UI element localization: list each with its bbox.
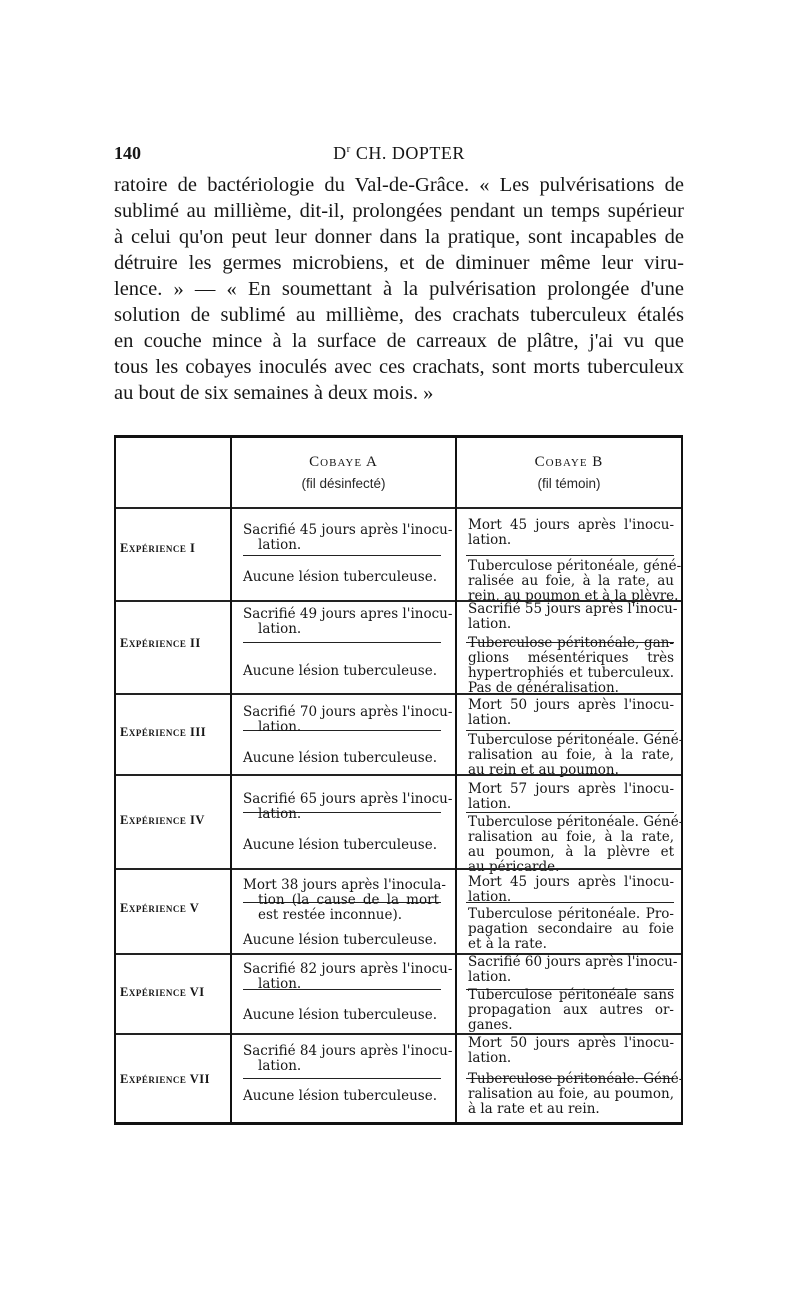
cobaye-a-lesion — [243, 1089, 439, 1104]
cell-line: à la rate et au rein. — [468, 1101, 600, 1117]
cell-separator-a — [243, 1078, 441, 1079]
cell-line: ralisation au foie, au poumon, — [468, 1086, 674, 1102]
cell-line: Pas de généralisation. — [468, 680, 619, 696]
cell-line: propagation aux autres or- — [468, 1002, 674, 1018]
row-separator-a — [232, 953, 455, 955]
row-separator-label — [116, 600, 230, 602]
column-b-subtitle: (fil témoin) — [537, 476, 601, 491]
cell-line: et à la rate. — [468, 936, 547, 952]
row-separator-label — [116, 1033, 230, 1035]
cell-line: ralisation au foie, à la rate, — [468, 829, 674, 845]
cobaye-a-outcome — [243, 961, 453, 992]
row-separator-label — [116, 693, 230, 695]
column-a-title: Cobaye A — [309, 454, 378, 470]
author-name: CH. DOPTER — [355, 143, 465, 163]
table-right-rule — [681, 435, 683, 1125]
cell-separator-a — [243, 642, 441, 643]
cell-line: Tuberculose péritonéale, gan- — [468, 635, 674, 651]
cobaye-b-outcome — [468, 875, 674, 905]
experiment-table — [114, 435, 683, 1125]
cell-line: Aucune lésion tuberculeuse. — [243, 1088, 438, 1104]
cobaye-a-lesion — [243, 664, 439, 679]
table-left-rule — [114, 435, 116, 1125]
body-paragraph — [114, 172, 684, 406]
column-b-title: Cobaye B — [534, 454, 604, 470]
cell-line: Aucune lésion tuberculeuse. — [243, 837, 438, 853]
table-bottom-rule — [114, 1122, 683, 1125]
row-separator-a — [232, 507, 455, 509]
cobaye-b-outcome — [468, 782, 674, 812]
row-separator-label — [116, 868, 230, 870]
cell-line: est restée inconnue). — [258, 907, 403, 923]
cell-line: ralisée au foie, à la rate, au — [468, 573, 674, 589]
cobaye-a-outcome — [243, 877, 446, 923]
cell-separator-b — [466, 812, 674, 813]
cell-separator-a — [243, 555, 441, 556]
cobaye-a-lesion — [243, 751, 439, 766]
author-prefix: D — [333, 143, 347, 163]
experiment-label: Expérience V — [120, 901, 200, 915]
cell-line: lation. — [468, 712, 512, 728]
cell-line: Tuberculose péritonéale, géné- — [468, 558, 682, 574]
cell-line: ganes. — [468, 1017, 513, 1033]
cobaye-b-lesion — [468, 558, 682, 604]
paragraph-line: en couche mince à la surface de carreaux de plâtre, j'ai vu que — [114, 330, 684, 352]
paragraph-line: ratoire de bactériologie du Val-de-Grâce. « Les pulvérisations de — [114, 174, 684, 196]
cell-line: Tuberculose péritonéale. Pro- — [468, 906, 674, 922]
row-separator-b — [457, 693, 681, 695]
cell-separator-b — [466, 555, 674, 556]
cell-line: lation. — [468, 889, 512, 905]
cobaye-a-outcome — [243, 522, 453, 553]
cell-line: lation. — [258, 719, 302, 735]
cobaye-b-outcome — [468, 698, 674, 728]
cell-line: Aucune lésion tuberculeuse. — [243, 1007, 438, 1023]
author-sup: r — [346, 143, 351, 155]
cell-line: au rein et au poumon. — [468, 762, 619, 778]
cell-separator-b — [466, 730, 674, 731]
cell-line: Sacrifié 45 jours après l'inocu- — [243, 522, 453, 538]
cell-line: Aucune lésion tuberculeuse. — [243, 932, 438, 948]
cobaye-a-outcome — [243, 606, 453, 637]
cobaye-b-lesion — [468, 1071, 684, 1117]
cell-line: Tuberculose péritonéale. Géné- — [468, 1071, 684, 1087]
cell-line: Aucune lésion tuberculeuse. — [243, 663, 438, 679]
cobaye-b-lesion — [468, 636, 674, 696]
cell-line: lation. — [468, 532, 512, 548]
row-separator-b — [457, 868, 681, 870]
paragraph-line: à celui qu'on peut leur donner dans la pratique, sont incapables de — [114, 226, 684, 248]
cell-line: Sacrifié 60 jours après l'inocu- — [468, 954, 678, 970]
row-separator-b — [457, 774, 681, 776]
cobaye-b-outcome — [468, 518, 674, 548]
table-top-rule — [114, 435, 683, 438]
cell-line: Mort 50 jours après l'inocu- — [468, 697, 674, 713]
column-header-b — [457, 452, 681, 494]
cobaye-a-lesion — [243, 838, 439, 853]
row-separator-a — [232, 1033, 455, 1035]
row-separator-label — [116, 774, 230, 776]
experiment-label: Expérience IV — [120, 813, 205, 827]
cell-line: Mort 57 jours après l'inocu- — [468, 781, 674, 797]
cell-line: Tuberculose péritonéale. Géné- — [468, 732, 684, 748]
experiment-label: Expérience III — [120, 725, 207, 739]
row-separator-a — [232, 600, 455, 602]
cell-line: lation. — [468, 1050, 512, 1066]
cobaye-a-lesion — [243, 570, 439, 585]
paragraph-line: au bout de six semaines à deux mois. » — [114, 382, 434, 404]
cell-line: lation. — [258, 621, 302, 637]
experiment-label: Expérience I — [120, 541, 196, 555]
cell-line: lation. — [258, 806, 302, 822]
experiment-label: Expérience VI — [120, 985, 205, 999]
row-separator-a — [232, 868, 455, 870]
cell-line: Aucune lésion tuberculeuse. — [243, 569, 438, 585]
cell-line: ralisation au foie, à la rate, — [468, 747, 674, 763]
row-separator-a — [232, 774, 455, 776]
paragraph-line: sublimé au millième, dit-il, prolongées pendant un temps supérieur — [114, 200, 684, 222]
cobaye-a-outcome — [243, 1043, 453, 1074]
cobaye-b-lesion — [468, 988, 674, 1033]
cell-line: Sacrifié 55 jours après l'inocu- — [468, 601, 678, 617]
table-divider-1 — [230, 435, 232, 1125]
cobaye-a-lesion — [243, 1008, 439, 1023]
cell-line: Mort 45 jours après l'inocu- — [468, 517, 674, 533]
running-header — [114, 143, 684, 169]
cobaye-b-lesion — [468, 907, 674, 952]
cell-line: glions mésentériques très — [468, 650, 674, 666]
cell-line: Sacrifié 82 jours après l'inocu- — [243, 961, 453, 977]
cell-line: Tuberculose péritonéale. Géné- — [468, 814, 684, 830]
cell-line: Sacrifié 65 jours après l'inocu- — [243, 791, 453, 807]
cell-line: Sacrifié 84 jours après l'inocu- — [243, 1043, 453, 1059]
cell-line: lation. — [468, 616, 512, 632]
cell-line: Mort 38 jours après l'inocula- — [243, 877, 446, 893]
paragraph-line: lence. » — « En soumettant à la pulvérisation prolongée d'une — [114, 278, 684, 300]
paragraph-line: solution de sublimé au millième, des crachats tuberculeux étalés — [114, 304, 684, 326]
page-number: 140 — [114, 143, 141, 163]
paragraph-line: tous les cobayes inoculés avec ces crachats, sont morts tuberculeux — [114, 356, 684, 378]
cobaye-a-lesion — [243, 933, 439, 948]
cell-line: Sacrifié 49 jours apres l'inocu- — [243, 606, 453, 622]
row-separator-label — [116, 953, 230, 955]
cell-line: tion (la cause de la mort — [258, 892, 439, 908]
row-separator-b — [457, 507, 681, 509]
experiment-label: Expérience II — [120, 636, 201, 650]
column-header-a — [232, 452, 455, 494]
paragraph-line: détruire les germes microbiens, et de diminuer même leur viru- — [114, 252, 684, 274]
cell-line: au péricarde. — [468, 859, 560, 875]
cobaye-a-outcome — [243, 791, 453, 822]
cobaye-b-lesion — [468, 732, 684, 778]
cell-line: lation. — [468, 969, 512, 985]
table-divider-2 — [455, 435, 457, 1125]
cell-line: Sacrifié 70 jours après l'inocu- — [243, 704, 453, 720]
running-head-author — [114, 143, 684, 164]
row-separator-a — [232, 693, 455, 695]
cell-line: Aucune lésion tuberculeuse. — [243, 750, 438, 766]
cell-line: rein, au poumon et à la plèvre. — [468, 588, 679, 604]
cell-line: Mort 45 jours après l'inocu- — [468, 874, 674, 890]
cell-line: lation. — [258, 537, 302, 553]
cell-line: pagation secondaire au foie — [468, 921, 674, 937]
cell-line: au poumon, à la plèvre et — [468, 844, 674, 860]
cobaye-b-outcome — [468, 954, 678, 985]
cell-line: Mort 50 jours après l'inocu- — [468, 1035, 674, 1051]
cell-line: hypertrophiés et tuberculeux. — [468, 665, 674, 681]
row-separator-label — [116, 507, 230, 509]
cell-line: lation. — [468, 796, 512, 812]
cobaye-b-outcome — [468, 1036, 674, 1066]
cobaye-b-outcome — [468, 601, 678, 632]
cobaye-a-outcome — [243, 704, 453, 735]
cobaye-b-lesion — [468, 814, 684, 875]
experiment-label: Expérience VII — [120, 1072, 210, 1086]
cell-line: lation. — [258, 976, 302, 992]
cell-line: lation. — [258, 1058, 302, 1074]
cell-line: Tuberculose péritonéale sans — [468, 987, 674, 1003]
column-a-subtitle: (fil désinfecté) — [301, 476, 386, 491]
